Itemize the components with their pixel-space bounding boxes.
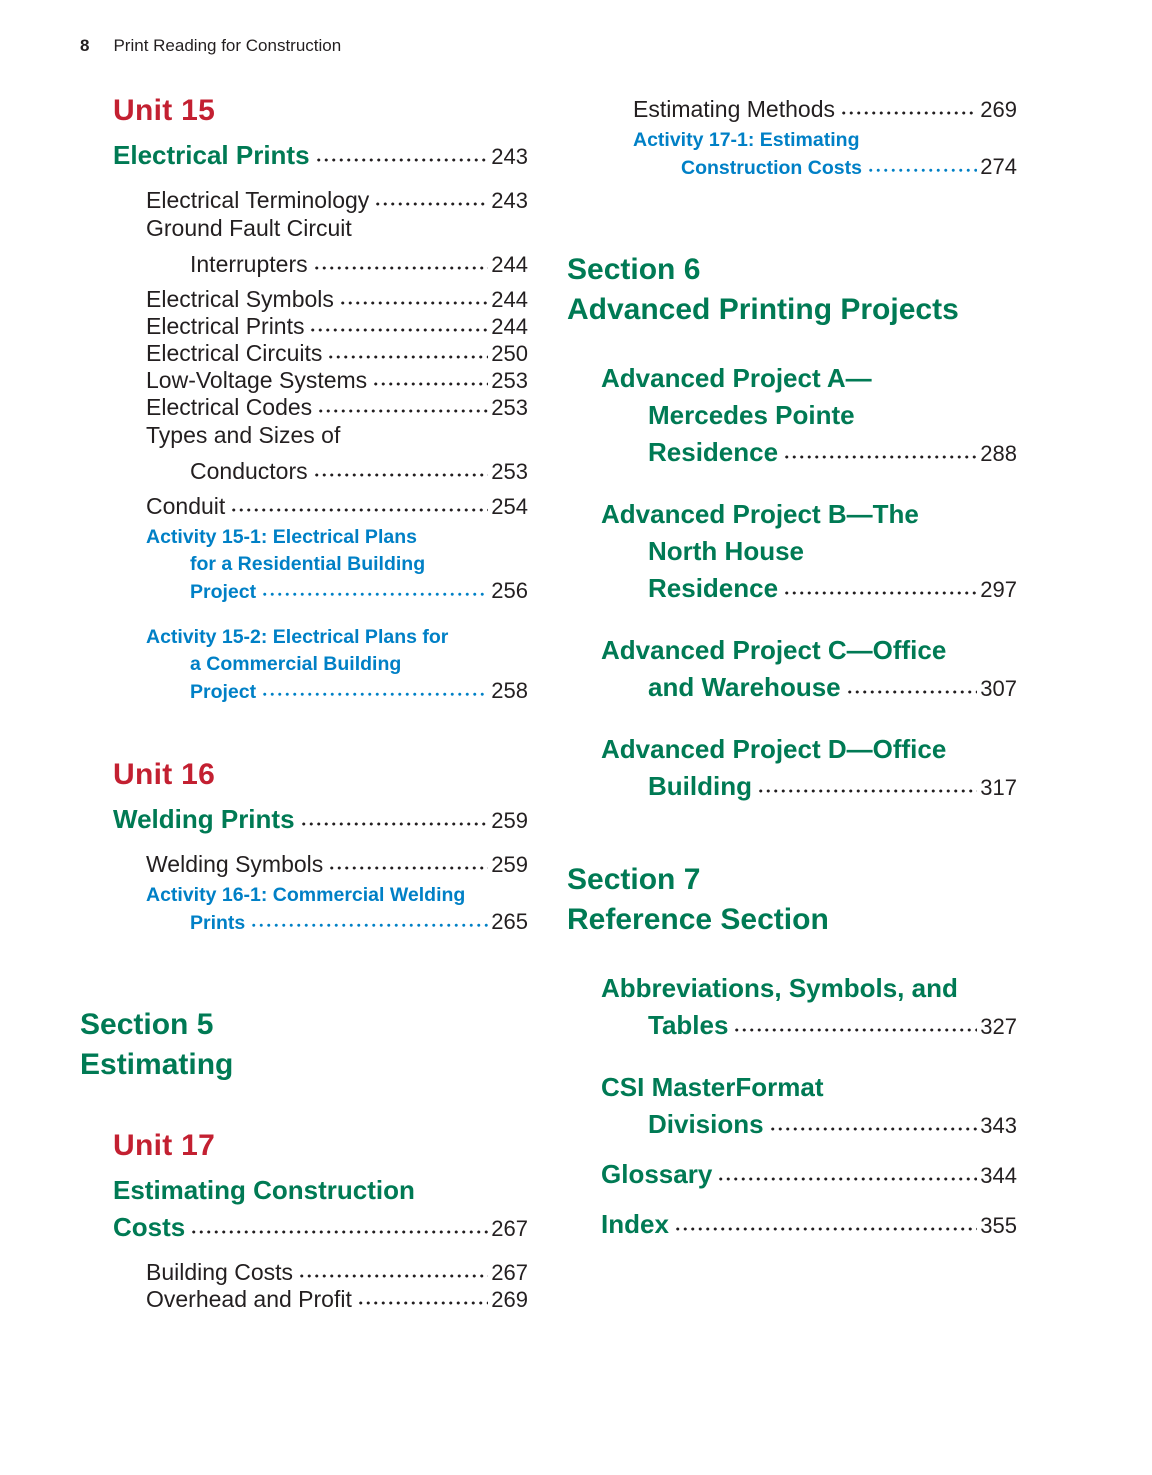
entry-label: Estimating Methods bbox=[633, 96, 835, 122]
page-number: 274 bbox=[980, 154, 1017, 179]
dot-leader bbox=[300, 821, 489, 828]
entry-line bbox=[146, 421, 528, 450]
entry-label: Electrical Terminology bbox=[146, 187, 370, 213]
entry-label: Project bbox=[190, 681, 257, 703]
toc-left-column bbox=[80, 88, 528, 1313]
entry-line bbox=[601, 1156, 1017, 1194]
dot-leader bbox=[846, 689, 978, 696]
entry-line bbox=[113, 138, 528, 174]
entry-line bbox=[601, 970, 1017, 1007]
toc-entry-estimating-costs bbox=[113, 1173, 528, 1249]
toc-entry bbox=[113, 394, 528, 421]
dot-leader bbox=[717, 1176, 977, 1183]
page-number: 256 bbox=[491, 578, 528, 603]
page-number: 288 bbox=[980, 441, 1017, 466]
toc-activity-entry bbox=[567, 127, 1017, 182]
entry-line bbox=[601, 434, 1017, 472]
entry-line bbox=[146, 524, 528, 550]
entry-label: Divisions bbox=[648, 1109, 764, 1139]
entry-label: Prints bbox=[190, 912, 246, 934]
page-number: 297 bbox=[980, 577, 1017, 602]
entry-label: Conduit bbox=[146, 493, 226, 519]
entry-line bbox=[601, 360, 1017, 397]
entry-label: Estimating Construction bbox=[113, 1175, 415, 1205]
dot-leader bbox=[309, 327, 488, 334]
page-number: 265 bbox=[491, 909, 528, 934]
section-5-heading bbox=[80, 1005, 528, 1085]
entry-line bbox=[146, 551, 528, 577]
toc-activity-entry bbox=[113, 882, 528, 937]
dot-leader bbox=[733, 1027, 977, 1034]
entry-line bbox=[601, 397, 1017, 434]
dot-leader bbox=[317, 408, 488, 415]
entry-label: Welding Prints bbox=[113, 804, 295, 834]
entry-label: Advanced Project B—The bbox=[601, 499, 919, 529]
toc-entry bbox=[567, 96, 1017, 123]
entry-line bbox=[146, 578, 528, 605]
entry-line bbox=[146, 882, 528, 908]
dot-leader bbox=[339, 300, 488, 307]
page-number: 317 bbox=[980, 775, 1017, 800]
page-number: 327 bbox=[980, 1014, 1017, 1039]
entry-line bbox=[113, 802, 528, 838]
dot-leader bbox=[372, 381, 488, 388]
folio-page-number: 8 bbox=[80, 36, 90, 55]
entry-line bbox=[601, 768, 1017, 806]
page-number: 253 bbox=[491, 395, 528, 420]
section-title: Reference Section bbox=[567, 903, 829, 936]
page-number: 267 bbox=[491, 1260, 528, 1285]
entry-label: Overhead and Profit bbox=[146, 1286, 352, 1312]
page-number: 253 bbox=[491, 368, 528, 393]
entry-label: Building Costs bbox=[146, 1259, 294, 1285]
toc-entry-advanced-project-c bbox=[567, 632, 1017, 707]
section-number: Section 7 bbox=[567, 863, 701, 896]
entry-label: Low-Voltage Systems bbox=[146, 367, 368, 393]
page-number: 343 bbox=[980, 1113, 1017, 1138]
entry-line bbox=[633, 127, 1017, 153]
entry-line bbox=[146, 651, 528, 677]
section-6-heading bbox=[567, 250, 1017, 330]
toc-entry bbox=[113, 421, 528, 493]
entry-label: Interrupters bbox=[190, 251, 308, 277]
dot-leader bbox=[840, 110, 977, 117]
toc-entry bbox=[113, 340, 528, 367]
entry-line bbox=[601, 570, 1017, 608]
toc-right-column bbox=[567, 88, 1017, 1244]
toc-entry-advanced-project-a bbox=[567, 360, 1017, 472]
entry-label: Electrical Codes bbox=[146, 394, 313, 420]
dot-leader bbox=[315, 157, 489, 164]
toc-activity-entry bbox=[113, 624, 528, 706]
toc-entry bbox=[113, 187, 528, 214]
page-number: 267 bbox=[491, 1216, 528, 1241]
toc-entry-advanced-project-d bbox=[567, 731, 1017, 806]
page-number: 344 bbox=[980, 1163, 1017, 1188]
entry-label: Residence bbox=[648, 437, 779, 467]
dot-leader bbox=[328, 865, 488, 872]
entry-line bbox=[601, 669, 1017, 707]
entry-label: CSI MasterFormat bbox=[601, 1072, 824, 1102]
unit-15-heading: Unit 15 bbox=[113, 94, 216, 127]
entry-label: Conductors bbox=[190, 458, 308, 484]
entry-label: Electrical Prints bbox=[146, 313, 305, 339]
dot-leader bbox=[250, 923, 488, 929]
toc-entry bbox=[113, 493, 528, 520]
entry-line bbox=[146, 909, 528, 936]
toc-entry bbox=[113, 1286, 528, 1313]
page-number: 259 bbox=[491, 852, 528, 877]
entry-line bbox=[146, 624, 528, 650]
toc-entry-glossary bbox=[567, 1156, 1017, 1194]
entry-label: and Warehouse bbox=[648, 672, 841, 702]
entry-label: Glossary bbox=[601, 1159, 713, 1189]
toc-entry-welding-prints bbox=[113, 802, 528, 841]
dot-leader bbox=[783, 590, 977, 597]
entry-label: Construction Costs bbox=[681, 157, 862, 179]
page-number: 244 bbox=[491, 287, 528, 312]
entry-label: Mercedes Pointe bbox=[648, 400, 855, 430]
page-number: 250 bbox=[491, 341, 528, 366]
entry-label: Advanced Project D—Office bbox=[601, 734, 947, 764]
section-number: Section 6 bbox=[567, 253, 701, 286]
entry-label: North House bbox=[648, 536, 804, 566]
dot-leader bbox=[674, 1226, 977, 1233]
toc-columns bbox=[80, 88, 1017, 1313]
entry-label: Project bbox=[190, 581, 257, 603]
toc-entry bbox=[113, 851, 528, 878]
toc-entry bbox=[113, 286, 528, 313]
toc-entry-electrical-prints bbox=[113, 138, 528, 177]
entry-label: Electrical Circuits bbox=[146, 340, 323, 366]
dot-leader bbox=[867, 168, 977, 174]
entry-line bbox=[601, 533, 1017, 570]
toc-entry bbox=[113, 313, 528, 340]
dot-leader bbox=[313, 265, 489, 272]
page-number: 269 bbox=[491, 1287, 528, 1312]
page-number: 244 bbox=[491, 314, 528, 339]
entry-line bbox=[633, 154, 1017, 181]
entry-line bbox=[113, 1210, 528, 1246]
entry-line bbox=[601, 496, 1017, 533]
dot-leader bbox=[298, 1273, 488, 1280]
entry-line bbox=[601, 632, 1017, 669]
dot-leader bbox=[190, 1229, 488, 1236]
entry-label: Advanced Project C—Office bbox=[601, 635, 947, 665]
entry-label: Costs bbox=[113, 1212, 186, 1242]
entry-label: Activity 15-2: Electrical Plans for bbox=[146, 626, 449, 648]
entry-label: Welding Symbols bbox=[146, 851, 324, 877]
section-number: Section 5 bbox=[80, 1008, 214, 1041]
section-title: Advanced Printing Projects bbox=[567, 293, 959, 326]
entry-label: for a Residential Building bbox=[190, 553, 426, 575]
dot-leader bbox=[769, 1126, 978, 1133]
page-number: 355 bbox=[980, 1213, 1017, 1238]
toc-activity-entry bbox=[113, 524, 528, 606]
entry-line bbox=[113, 1173, 528, 1207]
entry-line bbox=[601, 1206, 1017, 1244]
entry-label: Tables bbox=[648, 1010, 729, 1040]
entry-label: Building bbox=[648, 771, 752, 801]
toc-entry bbox=[113, 1259, 528, 1286]
entry-line bbox=[601, 1106, 1017, 1144]
entry-label: Types and Sizes of bbox=[146, 422, 341, 448]
dot-leader bbox=[230, 507, 488, 514]
unit-16-heading: Unit 16 bbox=[113, 758, 216, 791]
entry-label: Electrical Symbols bbox=[146, 286, 334, 312]
page-number: 258 bbox=[491, 678, 528, 703]
toc-entry-csi-masterformat bbox=[567, 1069, 1017, 1144]
entry-label: Advanced Project A— bbox=[601, 363, 872, 393]
dot-leader bbox=[783, 454, 977, 461]
dot-leader bbox=[374, 201, 488, 208]
page-number: 259 bbox=[491, 808, 528, 833]
entry-label: a Commercial Building bbox=[190, 653, 402, 675]
toc-entry-index bbox=[567, 1206, 1017, 1244]
entry-line bbox=[146, 214, 528, 243]
page-number: 307 bbox=[980, 676, 1017, 701]
dot-leader bbox=[357, 1300, 488, 1307]
toc-entry bbox=[113, 214, 528, 286]
page-number: 243 bbox=[491, 144, 528, 169]
section-title: Estimating bbox=[80, 1048, 234, 1081]
page-number: 243 bbox=[491, 188, 528, 213]
entry-line bbox=[146, 250, 528, 279]
entry-label: Activity 16-1: Commercial Welding bbox=[146, 884, 466, 906]
toc-entry-advanced-project-b bbox=[567, 496, 1017, 608]
book-title: Print Reading for Construction bbox=[113, 36, 342, 55]
entry-label: Residence bbox=[648, 573, 779, 603]
entry-label: Electrical Prints bbox=[113, 140, 310, 170]
page-number: 269 bbox=[980, 97, 1017, 122]
running-header bbox=[80, 36, 341, 56]
dot-leader bbox=[327, 354, 488, 361]
entry-label: Index bbox=[601, 1209, 669, 1239]
entry-line bbox=[146, 678, 528, 705]
section-7-heading bbox=[567, 860, 1017, 940]
entry-line bbox=[146, 457, 528, 486]
unit-17-heading: Unit 17 bbox=[113, 1129, 216, 1162]
entry-label: Ground Fault Circuit bbox=[146, 215, 352, 241]
toc-entry bbox=[113, 367, 528, 394]
dot-leader bbox=[261, 592, 488, 598]
page-number: 244 bbox=[491, 252, 528, 277]
page-number: 253 bbox=[491, 459, 528, 484]
toc-entry-abbreviations bbox=[567, 970, 1017, 1045]
dot-leader bbox=[313, 472, 489, 479]
entry-line bbox=[601, 1069, 1017, 1106]
entry-label: Activity 15-1: Electrical Plans bbox=[146, 526, 417, 548]
page-number: 254 bbox=[491, 494, 528, 519]
entry-line bbox=[601, 731, 1017, 768]
entry-label: Abbreviations, Symbols, and bbox=[601, 973, 958, 1003]
dot-leader bbox=[261, 692, 488, 698]
dot-leader bbox=[757, 788, 977, 795]
entry-label: Activity 17-1: Estimating bbox=[633, 129, 860, 151]
entry-line bbox=[601, 1007, 1017, 1045]
